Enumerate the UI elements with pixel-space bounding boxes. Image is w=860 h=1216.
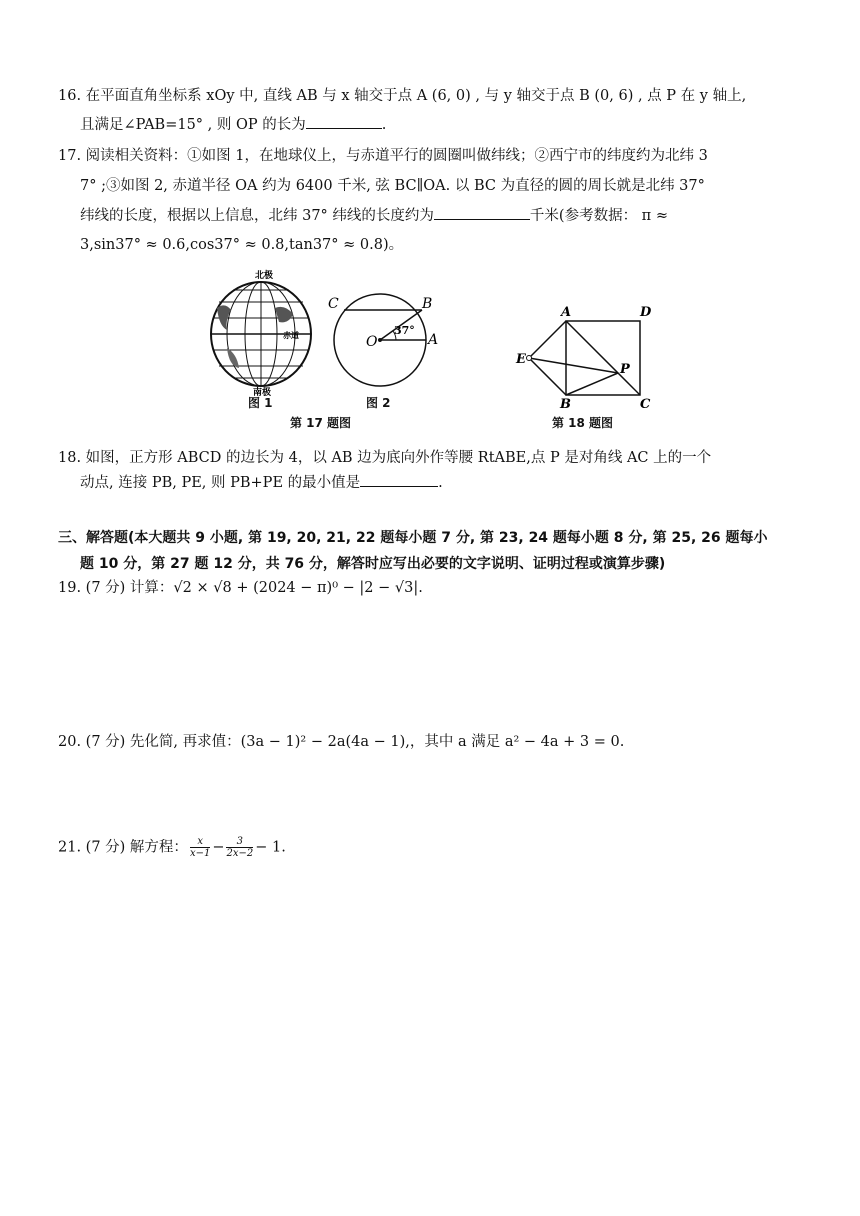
globe-equator-label: 赤道 <box>283 330 299 340</box>
sq-point-c: C <box>640 397 651 412</box>
q17-line3-ref: 千米(参考数据： π ≈ <box>529 208 668 224</box>
globe-figure <box>205 268 323 398</box>
globe-north-label: 北极 <box>255 271 274 281</box>
q21-fraction-1 <box>190 836 210 859</box>
q21-f2-den: 2x−2 <box>226 848 254 859</box>
q18-answer-blank[interactable] <box>360 472 438 487</box>
sq-point-d: D <box>640 305 652 320</box>
q17-line1: 17. 阅读相关资料：①如图 1，在地球仪上，与赤道平行的圆圈叫做纬线；②西宁市的纬度约为北纬 3 <box>58 148 708 164</box>
angle-37-label: 37° <box>394 324 415 337</box>
q19: 19. (7 分) 计算：√2 × √8 + (2024 − π)⁰ − |2 − √3|. <box>58 580 423 596</box>
fig2-label: 图 2 <box>366 396 391 410</box>
q21 <box>58 836 286 859</box>
globe-south-label: 南极 <box>253 388 272 398</box>
q17-line4: 3,sin37° ≈ 0.6,cos37° ≈ 0.8,tan37° ≈ 0.8)。 <box>80 237 404 253</box>
q17-answer-blank[interactable] <box>434 205 530 220</box>
q16-line2 <box>80 114 386 135</box>
q16-answer-blank[interactable] <box>306 114 382 129</box>
q16-line2-text: 且满足∠PAB=15° , 则 OP 的长为 <box>80 117 306 133</box>
q17-line3 <box>80 205 668 226</box>
q21-fraction-2 <box>226 836 253 859</box>
sq-point-b: B <box>560 397 571 412</box>
sq-point-a: A <box>561 305 572 320</box>
q21-minus: − <box>212 839 225 856</box>
q21-prefix: 21. (7 分) 解方程： <box>58 839 188 856</box>
q21-f1-den: x−1 <box>189 848 211 859</box>
point-o-label: O <box>366 334 378 350</box>
caption-18: 第 18 题图 <box>552 416 614 430</box>
section3-heading-line1: 三、解答题(本大题共 9 小题, 第 19, 20, 21, 22 题每小题 7 分, 第 23, 24 题每小题 8 分, 第 25, 26 题每小 <box>58 530 768 546</box>
q21-suffix: − 1. <box>255 839 286 856</box>
q16-period: . <box>381 117 387 133</box>
caption-17: 第 17 题图 <box>290 416 352 430</box>
q21-f1-num: x <box>190 836 210 848</box>
q17-line3-text: 纬线的长度，根据以上信息，北纬 37° 纬线的长度约为 <box>80 208 434 224</box>
q18-line2 <box>80 472 443 493</box>
q18-line1: 18. 如图，正方形 ABCD 的边长为 4，以 AB 边为底向外作等腰 RtABE,点 P 是对角线 AC 上的一个 <box>58 450 712 466</box>
q18-line2-text: 动点, 连接 PB, PE, 则 PB+PE 的最小值是 <box>80 475 361 491</box>
point-c-label: C <box>328 296 339 312</box>
section3-heading-line2: 题 10 分，第 27 题 12 分，共 76 分，解答时应写出必要的文字说明、证明过程或演算步骤) <box>80 556 666 572</box>
fig1-label: 图 1 <box>248 396 273 410</box>
q18-period: . <box>438 475 443 491</box>
point-b-label: B <box>422 296 433 312</box>
circle-figure <box>322 292 446 392</box>
q17-line2: 7° ;③如图 2, 赤道半径 OA 约为 6400 千米, 弦 BC∥OA. 以 BC 为直径的圆的周长就是北纬 37° <box>80 178 705 194</box>
sq-point-e: E <box>516 352 526 367</box>
sq-point-p: P <box>620 362 630 377</box>
q20: 20. (7 分) 先化简, 再求值：(3a − 1)² − 2a(4a − 1),，其中 a 满足 a² − 4a + 3 = 0. <box>58 734 625 750</box>
q21-f2-num: 3 <box>226 836 253 848</box>
point-a-label: A <box>428 332 439 348</box>
q16-line1: 16. 在平面直角坐标系 xOy 中, 直线 AB 与 x 轴交于点 A (6, 0) , 与 y 轴交于点 B (0, 6) , 点 P 在 y 轴上, <box>58 88 747 104</box>
square-figure <box>512 302 662 412</box>
